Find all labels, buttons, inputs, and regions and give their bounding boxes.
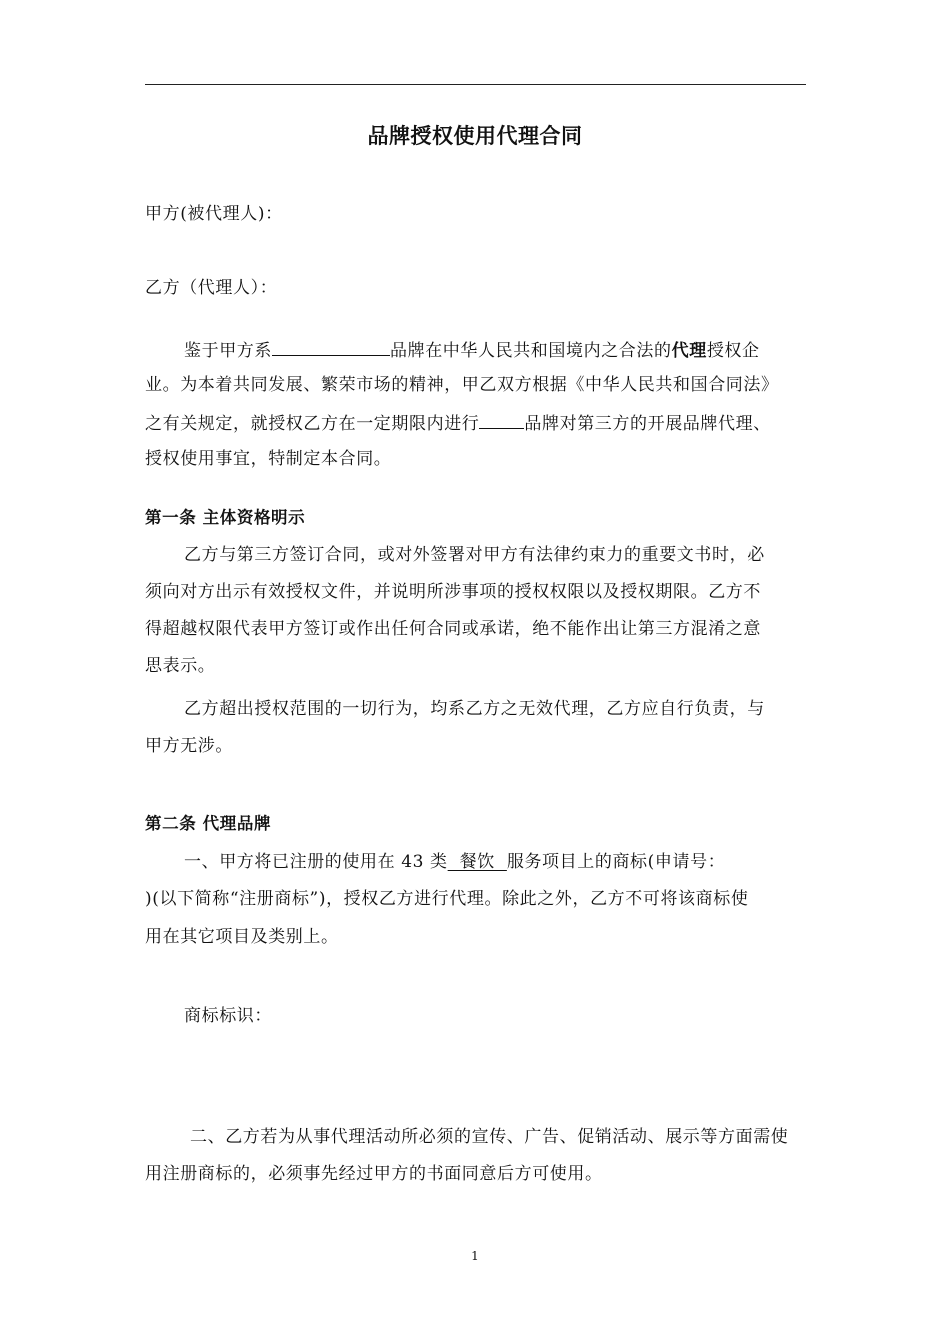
article-1-heading: 第一条 主体资格明示 xyxy=(145,508,306,527)
article-1-text: 乙方与第三方签订合同，或对外签署对甲方有法律约束力的重要文书时，必 xyxy=(184,545,765,565)
article-1-text: 须向对方出示有效授权文件，并说明所涉事项的授权权限以及授权期限。乙方不 xyxy=(145,582,761,602)
preamble-bold-text: 代理 xyxy=(671,341,707,361)
header-rule xyxy=(145,84,806,85)
article-2-text: 用注册商标的，必须事先经过甲方的书面同意后方可使用。 xyxy=(145,1164,603,1184)
preamble-text: 授权企 xyxy=(706,341,760,361)
article-2-text: 服务项目上的商标(申请号： xyxy=(506,852,726,872)
page-number: 1 xyxy=(471,1249,479,1263)
brand-blank xyxy=(479,410,524,429)
preamble-line-2: 业。为本着共同发展、繁荣市场的精神，甲乙双方根据《中华人民共和国合同法》 xyxy=(145,375,779,395)
article-2-heading: 第二条 代理品牌 xyxy=(145,814,272,833)
preamble-text: 鉴于甲方系 xyxy=(184,341,272,361)
party-a-label: 甲方(被代理人)： xyxy=(145,204,283,224)
article-2-text: 二、乙方若为从事代理活动所必须的宣传、广告、促销活动、展示等方面需使 xyxy=(184,1127,789,1147)
article-2-text: 用在其它项目及类别上。 xyxy=(145,927,339,947)
preamble-text: 品牌在中华人民共和国境内之合法的 xyxy=(390,341,672,361)
article-1-text: 思表示。 xyxy=(145,656,216,676)
brand-name-blank xyxy=(272,337,390,356)
preamble-line-4: 授权使用事宜，特制定本合同。 xyxy=(145,449,392,469)
article-2-text: 一、甲方将已注册的使用在 43 类 xyxy=(184,852,448,872)
contract-title: 品牌授权使用代理合同 xyxy=(367,123,583,148)
preamble-text: 之有关规定，就授权乙方在一定期限内进行 xyxy=(145,414,480,434)
article-1-text: 得超越权限代表甲方签订或作出任何合同或承诺，绝不能作出让第三方混淆之意 xyxy=(145,619,761,639)
article-2-item-1-line-1 xyxy=(184,850,725,874)
preamble-line-1 xyxy=(184,337,760,363)
preamble-text: 品牌对第三方的开展品牌代理、 xyxy=(524,414,771,434)
service-category-fill: 餐饮 xyxy=(447,852,507,872)
trademark-label: 商标标识： xyxy=(184,1006,272,1026)
party-b-label: 乙方（代理人）： xyxy=(145,278,278,298)
preamble-line-3 xyxy=(145,410,771,436)
article-1-text: 乙方超出授权范围的一切行为，均系乙方之无效代理，乙方应自行负责，与 xyxy=(184,699,765,719)
article-1-text: 甲方无涉。 xyxy=(145,736,233,756)
article-2-text: )(以下简称“注册商标”)，授权乙方进行代理。除此之外，乙方不可将该商标使 xyxy=(145,889,749,909)
